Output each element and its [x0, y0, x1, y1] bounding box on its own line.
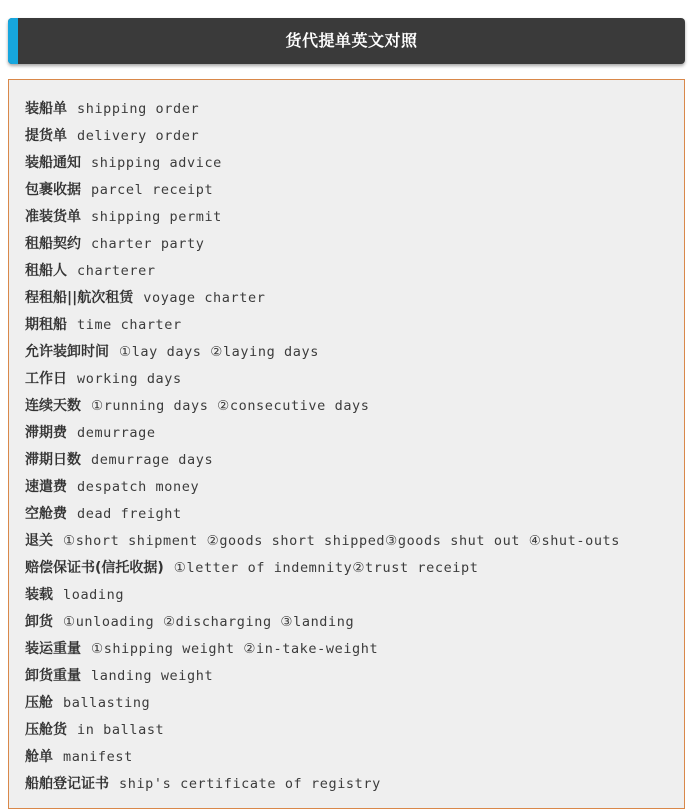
glossary-entry: [25, 744, 684, 771]
glossary-entry: [25, 312, 684, 339]
chinese-term: 装船通知: [25, 155, 81, 171]
english-term: demurrage: [77, 425, 156, 441]
english-term: ①lay days ②laying days: [119, 344, 319, 360]
glossary-entry: [25, 231, 684, 258]
glossary-entry: [25, 258, 684, 285]
english-term: working days: [77, 371, 182, 387]
chinese-term: 提货单: [25, 128, 67, 144]
chinese-term: 卸货: [25, 614, 53, 630]
english-term: ①shipping weight ②in-take-weight: [91, 641, 379, 657]
english-term: ①letter of indemnity②trust receipt: [173, 560, 479, 576]
glossary-entry: [25, 285, 684, 312]
glossary-entry: [25, 501, 684, 528]
glossary-entry: [25, 690, 684, 717]
glossary-entry: [25, 663, 684, 690]
chinese-term: 空舱费: [25, 506, 67, 522]
english-term: ①unloading ②discharging ③landing: [63, 614, 355, 630]
section-header: [8, 18, 685, 64]
chinese-term: 滞期费: [25, 425, 67, 441]
chinese-term: 期租船: [25, 317, 67, 333]
chinese-term: 租船契约: [25, 236, 81, 252]
english-term: time charter: [77, 317, 182, 333]
glossary-entry: [25, 150, 684, 177]
english-term: despatch money: [77, 479, 200, 495]
glossary-entry: [25, 555, 684, 582]
glossary-entry: [25, 528, 684, 555]
glossary-entry: [25, 96, 684, 123]
english-term: shipping permit: [91, 209, 222, 225]
glossary-entry: [25, 636, 684, 663]
glossary-entry: [25, 771, 684, 798]
chinese-term: 程租船||航次租赁: [25, 290, 134, 306]
english-term: loading: [63, 587, 125, 603]
english-term: ship's certificate of registry: [119, 776, 381, 792]
chinese-term: 滞期日数: [25, 452, 81, 468]
glossary-entry: [25, 123, 684, 150]
chinese-term: 准装货单: [25, 209, 81, 225]
chinese-term: 允许装卸时间: [25, 344, 109, 360]
chinese-term: 舱单: [25, 749, 53, 765]
english-term: delivery order: [77, 128, 200, 144]
chinese-term: 连续天数: [25, 398, 81, 414]
chinese-term: 船舶登记证书: [25, 776, 109, 792]
chinese-term: 装载: [25, 587, 53, 603]
english-term: demurrage days: [91, 452, 214, 468]
glossary-entry: [25, 447, 684, 474]
english-term: manifest: [63, 749, 133, 765]
chinese-term: 包裹收据: [25, 182, 81, 198]
glossary-entry: [25, 393, 684, 420]
english-term: dead freight: [77, 506, 182, 522]
glossary-entry: [25, 474, 684, 501]
section-title: 货代提单英文对照: [285, 31, 418, 50]
english-term: landing weight: [91, 668, 214, 684]
chinese-term: 装船单: [25, 101, 67, 117]
chinese-term: 压舱: [25, 695, 53, 711]
english-term: shipping advice: [91, 155, 222, 171]
chinese-term: 速遣费: [25, 479, 67, 495]
glossary-entry: [25, 717, 684, 744]
glossary-entry: [25, 582, 684, 609]
glossary-panel: [8, 79, 685, 809]
chinese-term: 赔偿保证书(信托收据): [25, 560, 164, 576]
chinese-term: 装运重量: [25, 641, 81, 657]
glossary-entry: [25, 339, 684, 366]
english-term: ballasting: [63, 695, 151, 711]
chinese-term: 租船人: [25, 263, 67, 279]
chinese-term: 工作日: [25, 371, 67, 387]
english-term: parcel receipt: [91, 182, 214, 198]
english-term: shipping order: [77, 101, 200, 117]
chinese-term: 卸货重量: [25, 668, 81, 684]
glossary-entry: [25, 204, 684, 231]
glossary-entry: [25, 366, 684, 393]
english-term: in ballast: [77, 722, 165, 738]
glossary-entry: [25, 609, 684, 636]
english-term: voyage charter: [143, 290, 266, 306]
chinese-term: 退关: [25, 533, 53, 549]
english-term: ①running days ②consecutive days: [91, 398, 370, 414]
glossary-entry: [25, 420, 684, 447]
english-term: charter party: [91, 236, 205, 252]
header-accent-bar: [8, 18, 18, 64]
english-term: charterer: [77, 263, 156, 279]
glossary-entry: [25, 177, 684, 204]
chinese-term: 压舱货: [25, 722, 67, 738]
english-term: ①short shipment ②goods short shipped③goods shut out ④shut-outs: [63, 533, 621, 549]
